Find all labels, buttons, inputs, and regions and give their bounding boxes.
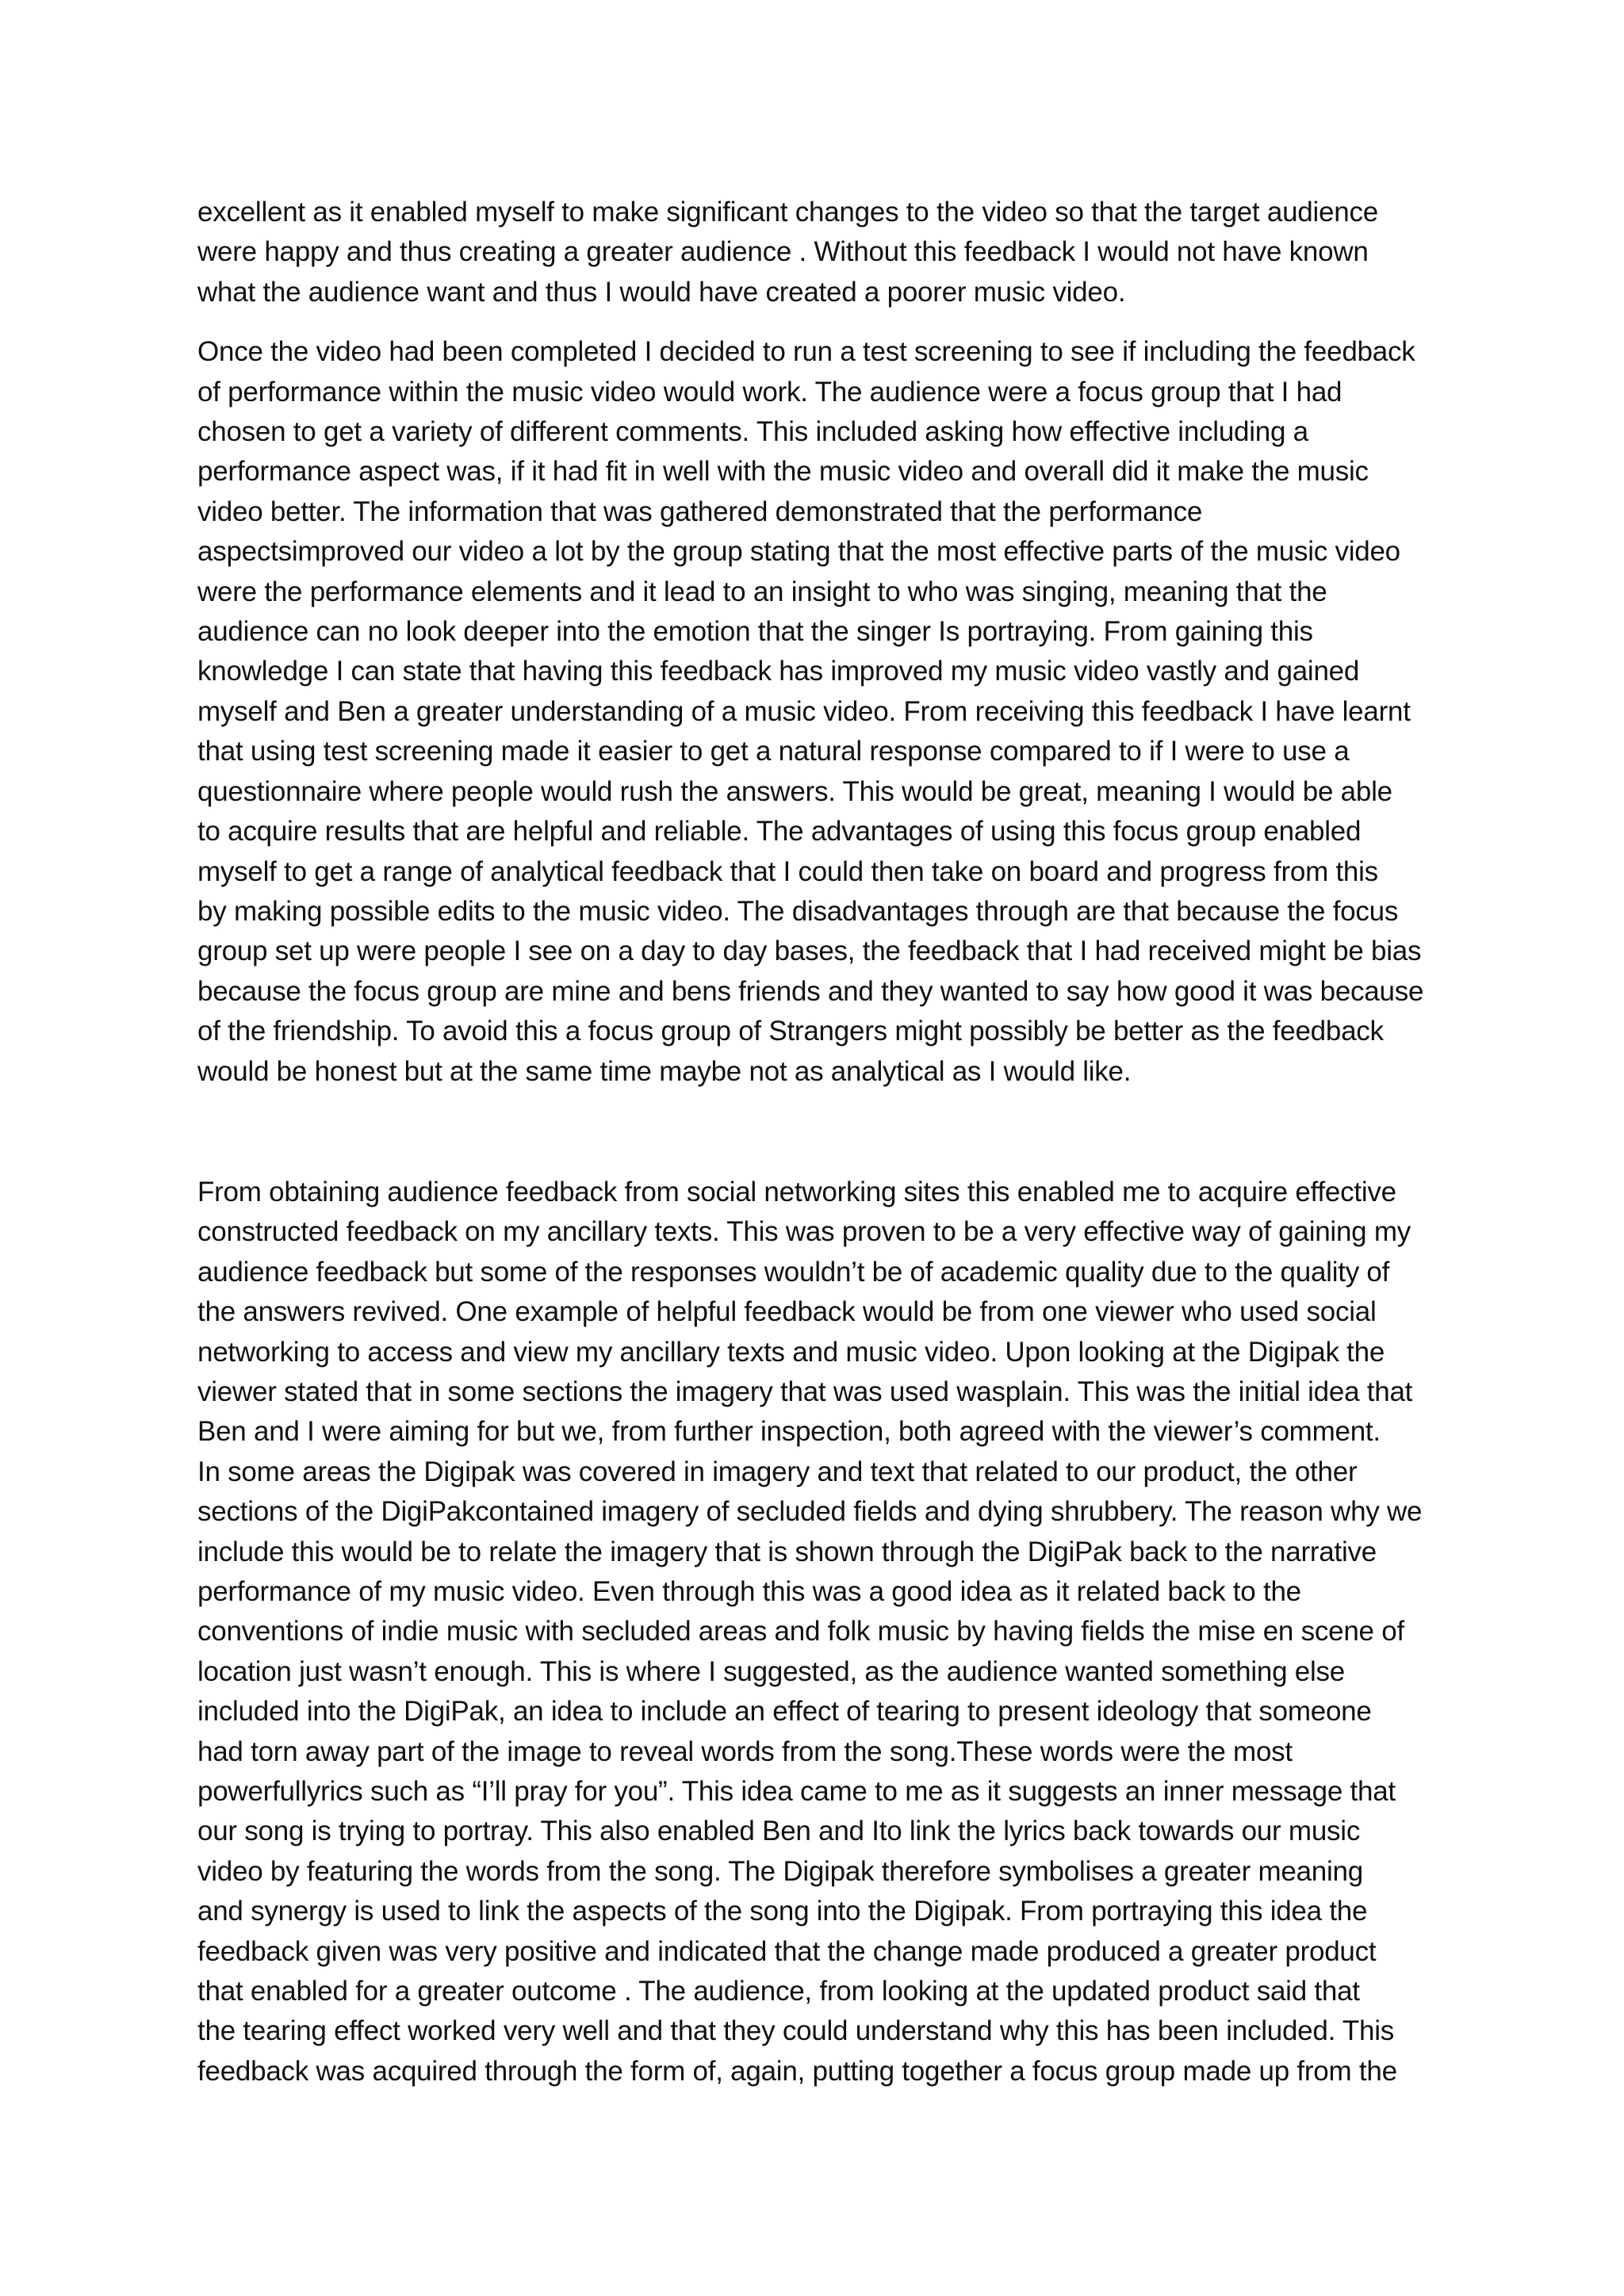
text-line: knowledge I can state that having this feedback has improved my music video vastly and gained (197, 656, 1360, 687)
text-line: sections of the DigiPakcontained imagery of secluded fields and dying shrubbery. The reason why we (197, 1496, 1423, 1528)
text-line: our song is trying to portray. This also enabled Ben and Ito link the lyrics back towards our music (197, 1816, 1361, 1847)
text-line: feedback was acquired through the form of, again, putting together a focus group made up from the (197, 2055, 1397, 2087)
document-body (197, 193, 1446, 2091)
text-line: myself and Ben a greater understanding of a music video. From receiving this feedback I have learnt (197, 695, 1411, 727)
text-line: had torn away part of the image to reveal words from the song.These words were the most (197, 1735, 1293, 1767)
text-line: by making possible edits to the music video. The disadvantages through are that because the focus (197, 895, 1399, 927)
text-line: and synergy is used to link the aspects of the song into the Digipak. From portraying this idea the (197, 1896, 1368, 1927)
text-line: powerfullyrics such as “I’ll pray for you”. This idea came to me as it suggests an inner message that (197, 1776, 1396, 1808)
text-line: the answers revived. One example of helpful feedback would be from one viewer who used social (197, 1296, 1377, 1328)
text-line: networking to access and view my ancillary texts and music video. Upon looking at the Digipak the (197, 1336, 1385, 1368)
text-line: the tearing effect worked very well and that they could understand why this has been included. This (197, 2015, 1395, 2047)
text-line: of the friendship. To avoid this a focus group of Strangers might possibly be better as the feedback (197, 1016, 1384, 1047)
paragraph-1 (197, 193, 1446, 312)
text-line: aspectsimproved our video a lot by the group stating that the most effective parts of the music video (197, 536, 1400, 568)
text-line: were happy and thus creating a greater audience . Without this feedback I would not have known (197, 236, 1369, 268)
text-line: to acquire results that are helpful and reliable. The advantages of using this focus group enabled (197, 816, 1362, 848)
text-line: In some areas the Digipak was covered in imagery and text that related to our product, the other (197, 1456, 1358, 1487)
text-line: include this would be to relate the imagery that is shown through the DigiPak back to the narrative (197, 1536, 1377, 1567)
text-line: because the focus group are mine and bens friends and they wanted to say how good it was because (197, 975, 1424, 1007)
text-line: location just wasn’t enough. This is where I suggested, as the audience wanted something else (197, 1655, 1346, 1687)
text-line: Ben and I were aiming for but we, from further inspection, both agreed with the viewer’s comment. (197, 1416, 1381, 1448)
text-line: excellent as it enabled myself to make significant changes to the video so that the target audience (197, 197, 1378, 228)
text-line: feedback given was very positive and indicated that the change made produced a greater product (197, 1935, 1377, 1967)
text-line: of performance within the music video would work. The audience were a focus group that I had (197, 376, 1342, 408)
text-line: From obtaining audience feedback from social networking sites this enabled me to acquire effective (197, 1176, 1396, 1207)
text-line: would be honest but at the same time maybe not as analytical as I would like. (197, 1055, 1132, 1087)
text-line: viewer stated that in some sections the imagery that was used wasplain. This was the initial idea that (197, 1376, 1413, 1407)
text-line: included into the DigiPak, an idea to include an effect of tearing to present ideology that someone (197, 1696, 1372, 1728)
text-line: group set up were people I see on a day to day bases, the feedback that I had received might be bias (197, 936, 1422, 967)
text-line: Once the video had been completed I decided to run a test screening to see if including the feedback (197, 336, 1415, 368)
text-line: what the audience want and thus I would have created a poorer music video. (197, 276, 1126, 308)
text-line: myself to get a range of analytical feedback that I could then take on board and progress from this (197, 855, 1378, 887)
paragraph-2 (197, 332, 1446, 1092)
text-line: that enabled for a greater outcome . The audience, from looking at the updated product said that (197, 1976, 1360, 2007)
text-line: questionnaire where people would rush the answers. This would be great, meaning I would be able (197, 775, 1392, 807)
text-line: audience can no look deeper into the emotion that the singer Is portraying. From gaining this (197, 616, 1313, 648)
text-line: video better. The information that was gathered demonstrated that the performance (197, 496, 1203, 527)
text-line: performance of my music video. Even through this was a good idea as it related back to the (197, 1576, 1301, 1607)
text-line: that using test screening made it easier to get a natural response compared to if I were to use a (197, 736, 1350, 767)
text-line: were the performance elements and it lead to an insight to who was singing, meaning that the (197, 576, 1327, 607)
text-line: conventions of indie music with secluded areas and folk music by having fields the mise en scene of (197, 1616, 1404, 1647)
text-line: performance aspect was, if it had fit in well with the music video and overall did it make the music (197, 456, 1369, 488)
text-line: constructed feedback on my ancillary texts. This was proven to be a very effective way of gaining my (197, 1216, 1411, 1248)
text-line: chosen to get a variety of different comments. This included asking how effective including a (197, 416, 1308, 448)
text-line: audience feedback but some of the responses wouldn’t be of academic quality due to the quality of (197, 1256, 1390, 1288)
paragraph-3 (197, 1173, 1446, 2091)
text-line: video by featuring the words from the song. The Digipak therefore symbolises a greater meaning (197, 1855, 1363, 1887)
